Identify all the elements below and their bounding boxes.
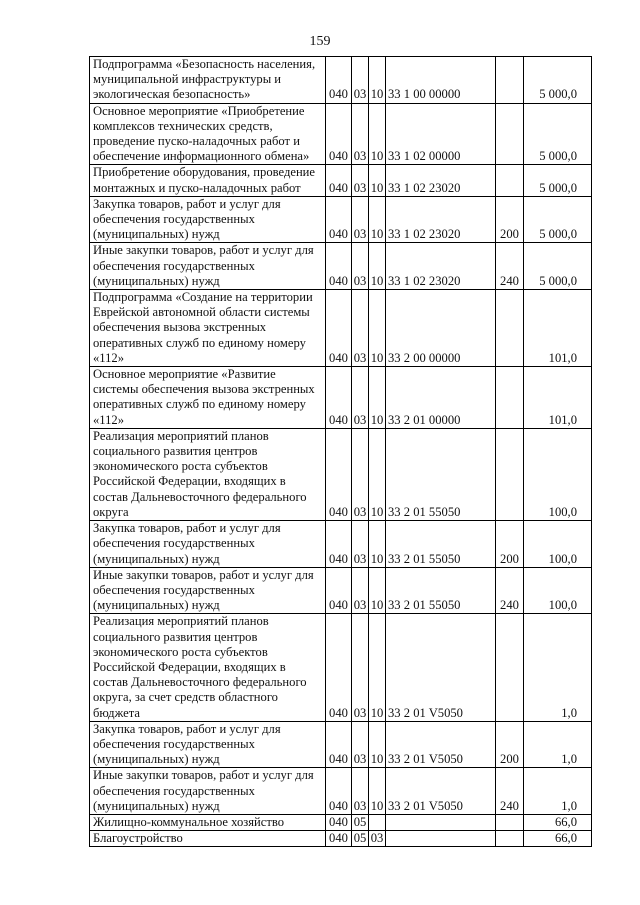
section-code: 03 xyxy=(352,521,369,568)
dept-code: 040 xyxy=(326,567,352,614)
dept-code: 040 xyxy=(326,243,352,290)
expense-type-code: 200 xyxy=(496,521,524,568)
row-name: Иные закупки товаров, работ и услуг для обеспечения государственных (муниципальных) нужд xyxy=(90,567,326,614)
target-article-code: 33 2 01 00000 xyxy=(386,367,496,429)
amount: 101,0 xyxy=(524,367,592,429)
table-row xyxy=(90,814,592,830)
target-article-code: 33 2 01 55050 xyxy=(386,567,496,614)
expense-type-code: 200 xyxy=(496,196,524,243)
expense-type-code xyxy=(496,428,524,520)
dept-code: 040 xyxy=(326,721,352,768)
row-name: Основное мероприятие «Приобретение комплексов технических средств, проведение пуско-наладочных работ и обеспечение информационного обмена» xyxy=(90,103,326,165)
expense-type-code xyxy=(496,614,524,721)
amount: 1,0 xyxy=(524,721,592,768)
subsection-code: 10 xyxy=(369,567,386,614)
dept-code: 040 xyxy=(326,103,352,165)
target-article-code: 33 1 02 23020 xyxy=(386,165,496,196)
subsection-code: 10 xyxy=(369,614,386,721)
page-number: 159 xyxy=(309,34,331,49)
target-article-code xyxy=(386,831,496,847)
amount: 100,0 xyxy=(524,567,592,614)
table-row xyxy=(90,521,592,568)
table-row xyxy=(90,243,592,290)
expense-type-code xyxy=(496,367,524,429)
target-article-code: 33 1 02 23020 xyxy=(386,196,496,243)
amount: 101,0 xyxy=(524,290,592,367)
section-code: 03 xyxy=(352,165,369,196)
expense-type-code xyxy=(496,103,524,165)
row-name: Закупка товаров, работ и услуг для обеспечения государственных (муниципальных) нужд xyxy=(90,196,326,243)
subsection-code: 10 xyxy=(369,521,386,568)
expense-type-code: 240 xyxy=(496,567,524,614)
expense-type-code xyxy=(496,814,524,830)
target-article-code: 33 2 00 00000 xyxy=(386,290,496,367)
target-article-code: 33 1 02 23020 xyxy=(386,243,496,290)
section-code: 05 xyxy=(352,831,369,847)
row-name: Жилищно-коммунальное хозяйство xyxy=(90,814,326,830)
table-row xyxy=(90,721,592,768)
section-code: 03 xyxy=(352,196,369,243)
section-code: 05 xyxy=(352,814,369,830)
target-article-code: 33 2 01 55050 xyxy=(386,428,496,520)
row-name: Подпрограмма «Создание на территории Еврейской автономной области системы обеспечения вызова экстренных оперативных служб по единому номеру «112» xyxy=(90,290,326,367)
table-body xyxy=(90,57,592,847)
amount: 1,0 xyxy=(524,768,592,815)
target-article-code: 33 1 02 00000 xyxy=(386,103,496,165)
amount: 66,0 xyxy=(524,831,592,847)
dept-code: 040 xyxy=(326,831,352,847)
section-code: 03 xyxy=(352,103,369,165)
section-code: 03 xyxy=(352,290,369,367)
subsection-code: 10 xyxy=(369,165,386,196)
section-code: 03 xyxy=(352,721,369,768)
dept-code: 040 xyxy=(326,196,352,243)
expense-type-code xyxy=(496,290,524,367)
table-row xyxy=(90,428,592,520)
row-name: Приобретение оборудования, проведение монтажных и пуско-наладочных работ xyxy=(90,165,326,196)
table-row xyxy=(90,165,592,196)
expense-type-code xyxy=(496,831,524,847)
budget-table xyxy=(89,56,592,847)
subsection-code: 10 xyxy=(369,103,386,165)
table-row xyxy=(90,196,592,243)
row-name: Закупка товаров, работ и услуг для обеспечения государственных (муниципальных) нужд xyxy=(90,521,326,568)
row-name: Реализация мероприятий планов социального развития центров экономического роста субъектов Российской Федерации, входящих в состав Дальневосточного федерального округа xyxy=(90,428,326,520)
section-code: 03 xyxy=(352,567,369,614)
dept-code: 040 xyxy=(326,367,352,429)
row-name: Благоустройство xyxy=(90,831,326,847)
subsection-code: 03 xyxy=(369,831,386,847)
table-row xyxy=(90,57,592,104)
expense-type-code xyxy=(496,57,524,104)
row-name: Иные закупки товаров, работ и услуг для обеспечения государственных (муниципальных) нужд xyxy=(90,243,326,290)
table-row xyxy=(90,567,592,614)
row-name: Основное мероприятие «Развитие системы обеспечения вызова экстренных оперативных служб по единому номеру «112» xyxy=(90,367,326,429)
section-code: 03 xyxy=(352,428,369,520)
target-article-code: 33 2 01 V5050 xyxy=(386,721,496,768)
row-name: Закупка товаров, работ и услуг для обеспечения государственных (муниципальных) нужд xyxy=(90,721,326,768)
subsection-code: 10 xyxy=(369,243,386,290)
expense-type-code xyxy=(496,165,524,196)
amount: 100,0 xyxy=(524,428,592,520)
dept-code: 040 xyxy=(326,57,352,104)
table-row xyxy=(90,367,592,429)
dept-code: 040 xyxy=(326,290,352,367)
expense-type-code: 240 xyxy=(496,768,524,815)
amount: 5 000,0 xyxy=(524,165,592,196)
target-article-code: 33 2 01 55050 xyxy=(386,521,496,568)
table-row xyxy=(90,768,592,815)
table-row xyxy=(90,290,592,367)
expense-type-code: 240 xyxy=(496,243,524,290)
target-article-code: 33 1 00 00000 xyxy=(386,57,496,104)
subsection-code xyxy=(369,814,386,830)
subsection-code: 10 xyxy=(369,768,386,815)
section-code: 03 xyxy=(352,57,369,104)
row-name: Иные закупки товаров, работ и услуг для обеспечения государственных (муниципальных) нужд xyxy=(90,768,326,815)
table-row xyxy=(90,103,592,165)
row-name: Подпрограмма «Безопасность населения, муниципальной инфраструктуры и экологическая безопасность» xyxy=(90,57,326,104)
target-article-code: 33 2 01 V5050 xyxy=(386,614,496,721)
dept-code: 040 xyxy=(326,814,352,830)
table-row xyxy=(90,831,592,847)
subsection-code: 10 xyxy=(369,57,386,104)
target-article-code xyxy=(386,814,496,830)
section-code: 03 xyxy=(352,614,369,721)
dept-code: 040 xyxy=(326,428,352,520)
subsection-code: 10 xyxy=(369,721,386,768)
expense-type-code: 200 xyxy=(496,721,524,768)
amount: 100,0 xyxy=(524,521,592,568)
amount: 1,0 xyxy=(524,614,592,721)
subsection-code: 10 xyxy=(369,367,386,429)
table-row xyxy=(90,614,592,721)
amount: 66,0 xyxy=(524,814,592,830)
dept-code: 040 xyxy=(326,614,352,721)
section-code: 03 xyxy=(352,243,369,290)
target-article-code: 33 2 01 V5050 xyxy=(386,768,496,815)
amount: 5 000,0 xyxy=(524,103,592,165)
amount: 5 000,0 xyxy=(524,243,592,290)
subsection-code: 10 xyxy=(369,196,386,243)
dept-code: 040 xyxy=(326,768,352,815)
section-code: 03 xyxy=(352,367,369,429)
amount: 5 000,0 xyxy=(524,57,592,104)
dept-code: 040 xyxy=(326,165,352,196)
subsection-code: 10 xyxy=(369,428,386,520)
subsection-code: 10 xyxy=(369,290,386,367)
dept-code: 040 xyxy=(326,521,352,568)
section-code: 03 xyxy=(352,768,369,815)
amount: 5 000,0 xyxy=(524,196,592,243)
row-name: Реализация мероприятий планов социального развития центров экономического роста субъектов Российской Федерации, входящих в состав Дальневосточного федерального округа, за счет средств областного бюджета xyxy=(90,614,326,721)
